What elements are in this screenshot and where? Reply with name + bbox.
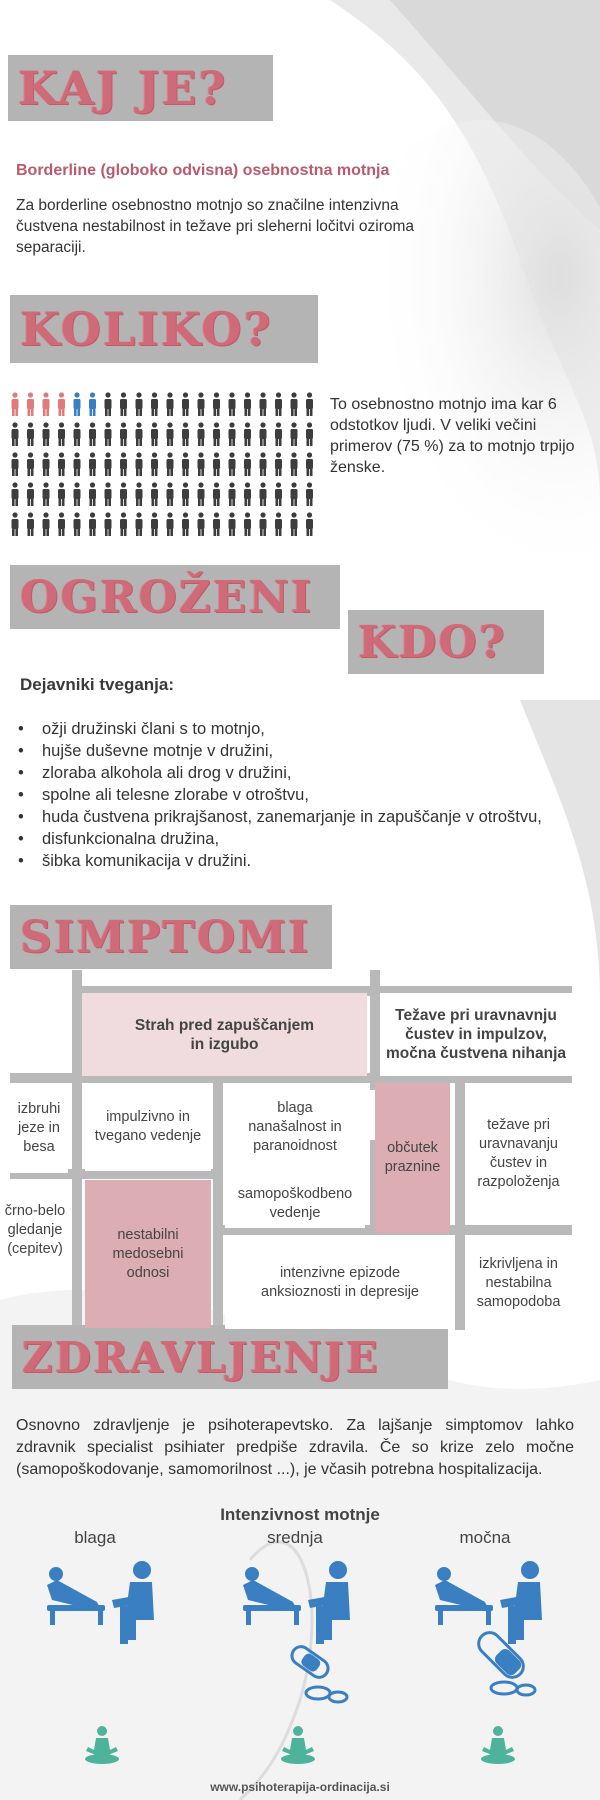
person-figure bbox=[151, 512, 158, 536]
symptom-emptiness: občutek praznine bbox=[375, 1083, 450, 1233]
risk-item: • huda čustvena prikrajšanost, zanemarjanje in zapuščanje v otroštvu, bbox=[18, 806, 542, 828]
risk-item: • hujše duševne motnje v družini, bbox=[18, 740, 542, 762]
person-figure bbox=[182, 512, 189, 536]
person-figure bbox=[58, 422, 65, 446]
person-figure bbox=[213, 512, 220, 536]
person-figure bbox=[229, 392, 236, 416]
person-figure bbox=[213, 422, 220, 446]
person-figure bbox=[43, 392, 50, 416]
person-figure bbox=[58, 452, 65, 476]
definition-subtitle: Borderline (globoko odvisna) osebnostna motnja bbox=[16, 162, 390, 179]
person-figure bbox=[12, 422, 19, 446]
person-figure bbox=[198, 452, 205, 476]
person-figure bbox=[89, 452, 96, 476]
symptom-relations: nestabilni medosebni odnosi bbox=[85, 1180, 211, 1328]
person-figure bbox=[74, 392, 81, 416]
person-figure bbox=[306, 452, 313, 476]
person-figure bbox=[244, 482, 251, 506]
person-figure bbox=[306, 512, 313, 536]
pills-icon bbox=[280, 1645, 350, 1705]
person-figure bbox=[244, 512, 251, 536]
person-figure bbox=[306, 422, 313, 446]
person-figure bbox=[74, 422, 81, 446]
person-figure bbox=[74, 512, 81, 536]
person-figure bbox=[151, 452, 158, 476]
person-figure bbox=[213, 452, 220, 476]
person-figure bbox=[120, 512, 127, 536]
heading-kaj-je bbox=[8, 55, 273, 121]
person-figure bbox=[120, 422, 127, 446]
person-figure bbox=[229, 512, 236, 536]
heading-ogrozeni-text: OGROŽENI bbox=[20, 571, 314, 623]
risk-item: • disfunkcionalna družina, bbox=[18, 828, 542, 850]
heading-kdo bbox=[348, 610, 544, 674]
person-figure bbox=[291, 482, 298, 506]
person-figure bbox=[229, 482, 236, 506]
heading-simptomi-text: SIMPTOMI bbox=[20, 911, 311, 963]
person-figure bbox=[182, 392, 189, 416]
person-figure bbox=[260, 482, 267, 506]
symptom-paranoid: blaga nanašalnost in paranoidnost bbox=[225, 1083, 365, 1171]
therapy-icon bbox=[42, 1560, 167, 1650]
symptom-fear-abandonment: Strah pred zapuščanjem in izgubo bbox=[82, 993, 367, 1076]
person-figure bbox=[167, 422, 174, 446]
person-figure bbox=[167, 452, 174, 476]
heading-ogrozeni bbox=[10, 565, 340, 629]
footer-url[interactable]: www.psihoterapija-ordinacija.si bbox=[210, 1780, 390, 1794]
person-figure bbox=[89, 422, 96, 446]
person-figure bbox=[120, 482, 127, 506]
person-figure bbox=[89, 482, 96, 506]
risk-item: • šibka komunikacija v družini. bbox=[18, 850, 542, 872]
heading-kaj-je-text: KAJ JE? bbox=[18, 61, 228, 115]
risk-list bbox=[18, 718, 542, 872]
person-figure bbox=[89, 512, 96, 536]
person-figure bbox=[136, 512, 143, 536]
risk-item: • ožji družinski člani s to motnjo, bbox=[18, 718, 542, 740]
heading-koliko-text: KOLIKO? bbox=[20, 302, 273, 356]
meditation-icon bbox=[478, 1725, 518, 1765]
risk-item: • zloraba alkohola ali drog v družini, bbox=[18, 762, 542, 784]
person-figure bbox=[27, 482, 34, 506]
symptom-self-image: izkrivljena in nestabilna samopodoba bbox=[465, 1237, 572, 1329]
level-severe: močna bbox=[459, 1528, 511, 1547]
person-figure bbox=[89, 392, 96, 416]
people-pictogram bbox=[10, 392, 320, 544]
person-figure bbox=[151, 392, 158, 416]
person-figure bbox=[275, 392, 282, 416]
person-figure bbox=[291, 392, 298, 416]
person-figure bbox=[74, 452, 81, 476]
person-figure bbox=[182, 482, 189, 506]
person-figure bbox=[291, 512, 298, 536]
person-figure bbox=[12, 512, 19, 536]
symptom-anxiety: intenzivne epizode anksioznosti in depresije bbox=[225, 1237, 455, 1329]
person-figure bbox=[120, 392, 127, 416]
risk-title: Dejavniki tveganja: bbox=[20, 675, 175, 694]
person-figure bbox=[260, 452, 267, 476]
person-figure bbox=[244, 452, 251, 476]
person-figure bbox=[244, 422, 251, 446]
person-figure bbox=[27, 392, 34, 416]
person-figure bbox=[198, 392, 205, 416]
person-figure bbox=[58, 392, 65, 416]
person-figure bbox=[12, 452, 19, 476]
person-figure bbox=[12, 482, 19, 506]
person-figure bbox=[105, 482, 112, 506]
person-figure bbox=[291, 452, 298, 476]
symptom-self-harm: samopoškodbeno vedenje bbox=[225, 1180, 365, 1228]
person-figure bbox=[198, 482, 205, 506]
person-figure bbox=[27, 512, 34, 536]
person-figure bbox=[105, 512, 112, 536]
treatment-text: Osnovno zdravljenje je psihoterapevtsko. Za lajšanje simptomov lahko zdravnik specialist psihiater predpiše zdravila. Če so krize zelo močne (samopoškodovanje, samomorilnost ...), je včasih potrebna hospitalizacija. bbox=[16, 1417, 574, 1478]
person-figure bbox=[167, 392, 174, 416]
risk-item: • spolne ali telesne zlorabe v otroštvu, bbox=[18, 784, 542, 806]
person-figure bbox=[306, 482, 313, 506]
person-figure bbox=[105, 452, 112, 476]
person-figure bbox=[244, 392, 251, 416]
person-figure bbox=[229, 422, 236, 446]
heading-zdravljenje bbox=[12, 1325, 448, 1389]
symptom-outbursts: izbruhi jeze in besa bbox=[10, 1083, 68, 1173]
person-figure bbox=[43, 422, 50, 446]
person-figure bbox=[120, 452, 127, 476]
symptom-black-white: črno-belo gledanje (cepitev) bbox=[2, 1180, 68, 1280]
person-figure bbox=[275, 512, 282, 536]
symptom-emotion-regulation: Težave pri uravnavnju čustev in impulzov, močna čustvena nihanja bbox=[380, 993, 572, 1076]
person-figure bbox=[58, 512, 65, 536]
person-figure bbox=[43, 512, 50, 536]
therapy-icon bbox=[238, 1560, 363, 1650]
definition-text: Za borderline osebnostno motnjo so značilne intenzivna čustvena nestabilnost in težave pri sleherni ločitvi oziroma separaciji. bbox=[16, 197, 415, 256]
person-figure bbox=[74, 482, 81, 506]
person-figure bbox=[182, 422, 189, 446]
person-figure bbox=[43, 482, 50, 506]
person-figure bbox=[260, 392, 267, 416]
person-figure bbox=[105, 422, 112, 446]
person-figure bbox=[213, 392, 220, 416]
person-figure bbox=[136, 422, 143, 446]
heading-zdravljenje-text: ZDRAVLJENJE bbox=[22, 1332, 380, 1382]
person-figure bbox=[229, 452, 236, 476]
meditation-icon bbox=[82, 1725, 122, 1765]
person-figure bbox=[167, 512, 174, 536]
person-figure bbox=[136, 392, 143, 416]
symptom-impulsive: impulzivno in tvegano vedenje bbox=[85, 1083, 211, 1171]
person-figure bbox=[291, 422, 298, 446]
prevalence-text: To osebnostno motnjo ima kar 6 odstotkov ljudi. V veliki večini primerov (75 %) za to motnjo trpijo ženske. bbox=[330, 396, 575, 476]
pills-icon bbox=[468, 1630, 538, 1700]
person-figure bbox=[43, 452, 50, 476]
person-figure bbox=[27, 452, 34, 476]
person-figure bbox=[27, 422, 34, 446]
person-figure bbox=[198, 512, 205, 536]
level-moderate: srednja bbox=[267, 1528, 323, 1547]
person-figure bbox=[182, 452, 189, 476]
person-figure bbox=[105, 392, 112, 416]
person-figure bbox=[275, 422, 282, 446]
person-figure bbox=[136, 482, 143, 506]
person-figure bbox=[213, 482, 220, 506]
person-figure bbox=[306, 392, 313, 416]
meditation-icon bbox=[278, 1725, 318, 1765]
person-figure bbox=[58, 482, 65, 506]
person-figure bbox=[151, 482, 158, 506]
person-figure bbox=[12, 392, 19, 416]
heading-kdo-text: KDO? bbox=[358, 616, 507, 668]
person-figure bbox=[151, 422, 158, 446]
person-figure bbox=[260, 422, 267, 446]
heading-koliko bbox=[10, 295, 318, 363]
person-figure bbox=[136, 452, 143, 476]
intensity-title: Intenzivnost motnje bbox=[220, 1505, 380, 1524]
person-figure bbox=[275, 482, 282, 506]
symptom-mood: težave pri uravnavanju čustev in razpoloženja bbox=[465, 1083, 572, 1225]
person-figure bbox=[275, 452, 282, 476]
level-mild: blaga bbox=[74, 1528, 116, 1547]
person-figure bbox=[167, 482, 174, 506]
person-figure bbox=[260, 512, 267, 536]
person-figure bbox=[198, 422, 205, 446]
